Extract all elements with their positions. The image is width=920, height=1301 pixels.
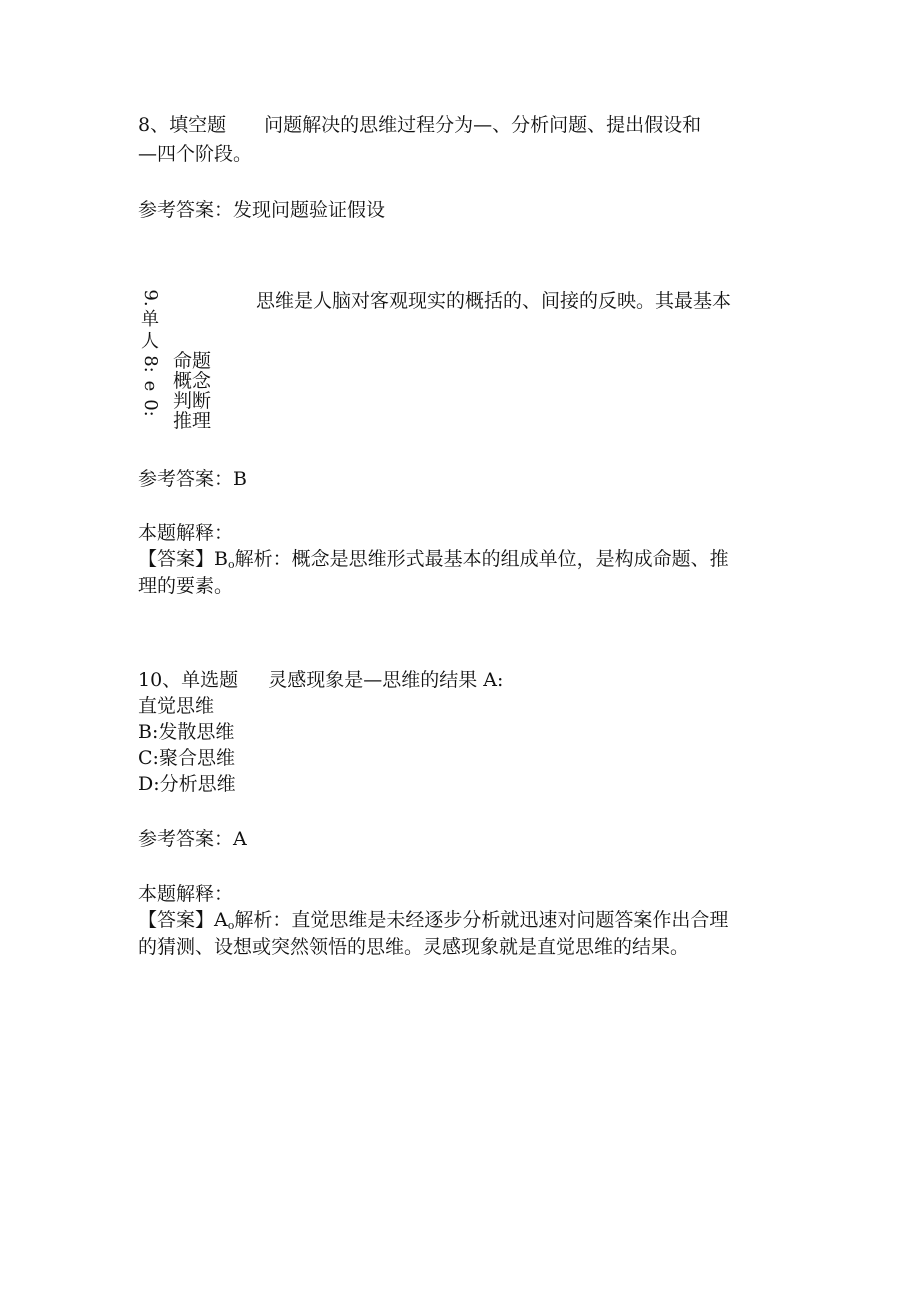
- q9-vertical-char: 0:: [140, 399, 161, 417]
- q9-vertical-char: 单: [141, 309, 159, 330]
- q9-option: 概念: [173, 370, 212, 392]
- q9-vertical-char: 9.: [140, 289, 161, 307]
- q10-stem-text: 灵感现象是—思维的结果 A:: [268, 669, 504, 691]
- q10-option: C:聚合思维: [138, 747, 235, 769]
- q9-explain-title: 本题解释：: [138, 522, 234, 544]
- q10-answer-label: 参考答案：: [138, 828, 234, 850]
- q10-stem-line: [138, 667, 503, 693]
- q9-vertical-label: [138, 287, 162, 419]
- q8-stem-line1: [138, 112, 701, 138]
- q8-answer: [138, 197, 385, 223]
- q9-answer: [138, 466, 247, 492]
- q9-vertical-char: e: [140, 380, 161, 392]
- q8-answer-value: 发现问题验证假设: [233, 199, 386, 221]
- q9-option: 推理: [173, 410, 212, 432]
- q10-explain-text: 解析：直觉思维是未经逐步分析就迅速对问题答案作出合理: [234, 909, 729, 931]
- q9-option: 判断: [173, 390, 212, 412]
- q10-explain-line2: 的猜测、设想或突然领悟的思维。灵感现象就是直觉思维的结果。: [138, 936, 690, 958]
- q10-option: D:分析思维: [138, 773, 236, 795]
- q9-stem: 思维是人脑对客观现实的概括的、间接的反映。其最基本: [256, 290, 732, 312]
- q9-explain-sub: o: [227, 558, 235, 571]
- q9-vertical-char: 人: [141, 331, 159, 352]
- q9-options: [173, 351, 211, 431]
- q10-option: B:发散思维: [138, 721, 235, 743]
- q9-answer-value: B: [233, 468, 247, 490]
- q9-vertical-char: 8:: [140, 355, 161, 373]
- q9-answer-label: 参考答案：: [138, 468, 234, 490]
- q10-explain-sub: o: [227, 919, 235, 932]
- q8-stem-line2: —四个阶段。: [138, 143, 253, 165]
- q10-option: 直觉思维: [138, 695, 215, 717]
- q10-explain-title: 本题解释：: [138, 883, 234, 905]
- q9-explain-prefix: 【答案】B: [138, 548, 228, 570]
- q8-stem-text: 问题解决的思维过程分为—、分析问题、提出假设和: [264, 114, 702, 136]
- q8-number: 8、填空题: [138, 114, 227, 136]
- q10-explain-prefix: 【答案】A: [138, 909, 228, 931]
- q9-explain-text: 解析：概念是思维形式最基本的组成单位，是构成命题、推: [234, 548, 729, 570]
- q9-option: 命题: [173, 350, 212, 372]
- q8-answer-label: 参考答案：: [138, 199, 234, 221]
- q10-answer-value: A: [233, 828, 247, 850]
- q10-answer: [138, 826, 247, 852]
- q9-explain-line2: 理的要素。: [138, 575, 234, 597]
- q10-number: 10、单选题: [138, 669, 239, 691]
